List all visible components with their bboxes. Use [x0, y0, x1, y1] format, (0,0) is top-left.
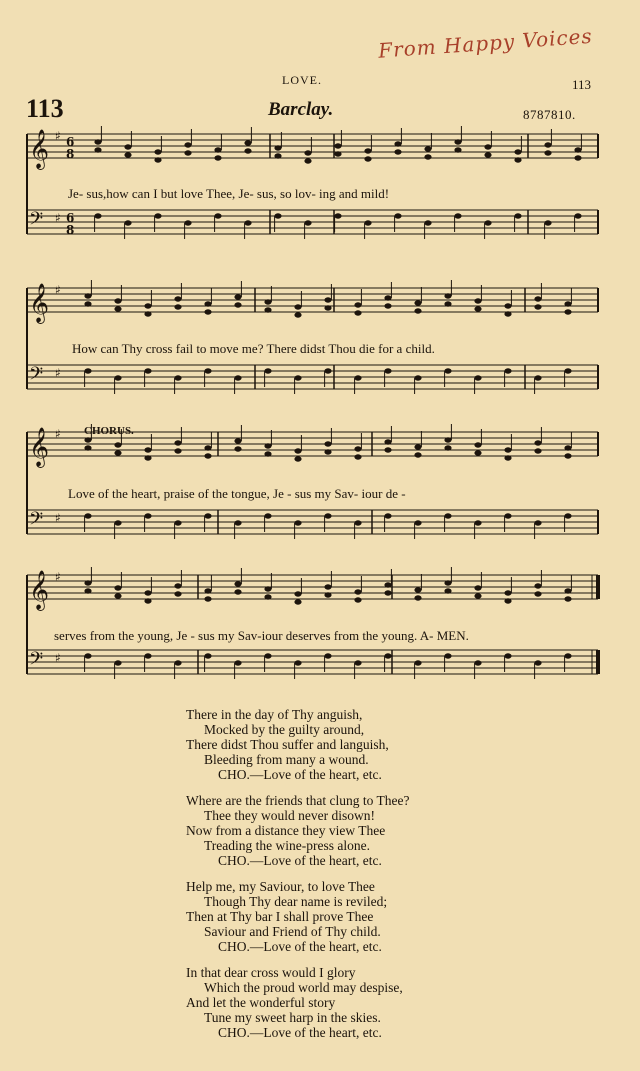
treble-clef-icon: 𝄞	[29, 129, 50, 169]
note-head	[294, 660, 301, 665]
verse-line: Now from a distance they view Thee	[186, 823, 386, 838]
note-head	[234, 294, 241, 299]
note-head	[454, 147, 461, 152]
note-head	[354, 310, 361, 315]
note-head	[574, 147, 581, 152]
note-head	[214, 147, 221, 152]
note-head	[324, 297, 331, 302]
note-head	[504, 598, 511, 603]
note-head	[534, 440, 541, 445]
note-head	[204, 596, 211, 601]
note-head	[124, 144, 131, 149]
note-head	[544, 142, 551, 147]
note-head	[264, 586, 271, 591]
note-head	[84, 445, 91, 450]
note-head	[564, 309, 571, 314]
note-head	[534, 520, 541, 525]
note-head	[334, 151, 341, 156]
note-head	[534, 375, 541, 380]
note-head	[114, 520, 121, 525]
note-head	[304, 220, 311, 225]
bass-clef-icon: 𝄢	[29, 364, 44, 389]
chorus-label: CHORUS.	[84, 425, 134, 437]
note-head	[144, 455, 151, 460]
note-head	[214, 155, 221, 160]
note-head	[514, 157, 521, 162]
note-head	[444, 588, 451, 593]
note-head	[144, 590, 151, 595]
note-head	[424, 154, 431, 159]
note-head	[174, 375, 181, 380]
meter: 8787810.	[523, 107, 576, 122]
note-head	[444, 293, 451, 298]
bass-clef-icon: 𝄢	[29, 649, 44, 674]
note-head	[444, 653, 451, 658]
page-number: 113	[572, 77, 592, 92]
note-head	[274, 213, 281, 218]
note-head	[424, 146, 431, 151]
note-head	[504, 311, 511, 316]
stanza	[186, 793, 516, 868]
note-head	[204, 445, 211, 450]
note-head	[474, 520, 481, 525]
note-head	[94, 139, 101, 144]
note-head	[264, 513, 271, 518]
note-head	[534, 591, 541, 596]
note-head	[294, 520, 301, 525]
note-head	[264, 653, 271, 658]
note-head	[294, 375, 301, 380]
note-head	[514, 213, 521, 218]
note-head	[324, 592, 331, 597]
note-head	[474, 442, 481, 447]
note-head	[444, 368, 451, 373]
note-head	[364, 156, 371, 161]
note-head	[414, 587, 421, 592]
note-head	[114, 442, 121, 447]
note-head	[324, 449, 331, 454]
note-head	[534, 448, 541, 453]
note-head	[264, 594, 271, 599]
bass-clef-icon: 𝄢	[29, 209, 44, 234]
note-head	[504, 590, 511, 595]
note-head	[84, 653, 91, 658]
note-head	[564, 445, 571, 450]
note-head	[294, 312, 301, 317]
note-head	[144, 513, 151, 518]
lyric-line-3: Love of the heart, praise of the tongue, Je - sus my Sav- iour de -	[68, 486, 406, 501]
note-head	[184, 150, 191, 155]
note-head	[124, 220, 131, 225]
note-head	[414, 300, 421, 305]
note-head	[384, 590, 391, 595]
note-head	[564, 301, 571, 306]
note-head	[474, 593, 481, 598]
stanza	[186, 965, 516, 1040]
note-head	[204, 368, 211, 373]
stanza	[186, 707, 516, 782]
note-head	[144, 447, 151, 452]
note-head	[84, 437, 91, 442]
note-head	[264, 299, 271, 304]
note-head	[184, 142, 191, 147]
treble-clef-icon: 𝄞	[29, 283, 50, 323]
chorus-reference: CHO.—Love of the heart, etc.	[218, 939, 382, 954]
note-head	[544, 150, 551, 155]
verse-line: Where are the friends that clung to Thee?	[186, 793, 410, 808]
handwritten-annotation: From Happy Voices	[377, 23, 594, 63]
note-head	[474, 585, 481, 590]
note-head	[394, 213, 401, 218]
verse-line: And let the wonderful story	[186, 995, 336, 1010]
note-head	[144, 598, 151, 603]
verses	[186, 707, 516, 1051]
note-head	[534, 660, 541, 665]
note-head	[174, 440, 181, 445]
note-head	[504, 653, 511, 658]
note-head	[334, 213, 341, 218]
note-head	[304, 150, 311, 155]
note-head	[444, 445, 451, 450]
note-head	[444, 437, 451, 442]
note-head	[384, 295, 391, 300]
note-head	[384, 447, 391, 452]
note-head	[324, 513, 331, 518]
note-head	[474, 306, 481, 311]
note-head	[414, 452, 421, 457]
note-head	[354, 597, 361, 602]
note-head	[384, 582, 391, 587]
note-head	[204, 588, 211, 593]
note-head	[144, 368, 151, 373]
note-head	[114, 306, 121, 311]
note-head	[174, 304, 181, 309]
key-sharp-icon: ♯	[55, 366, 61, 380]
note-head	[474, 298, 481, 303]
note-head	[444, 301, 451, 306]
note-head	[354, 589, 361, 594]
note-head	[484, 152, 491, 157]
note-head	[414, 308, 421, 313]
note-head	[384, 303, 391, 308]
note-head	[264, 443, 271, 448]
stanza	[186, 879, 516, 954]
note-head	[154, 157, 161, 162]
note-head	[444, 580, 451, 585]
verse-line: There in the day of Thy anguish,	[186, 707, 363, 722]
note-head	[504, 455, 511, 460]
note-head	[514, 149, 521, 154]
verse-line: Thee they would never disown!	[204, 808, 375, 823]
note-head	[234, 446, 241, 451]
tune-name: Barclay.	[268, 99, 334, 120]
note-head	[324, 368, 331, 373]
note-head	[294, 591, 301, 596]
note-head	[394, 149, 401, 154]
note-head	[204, 309, 211, 314]
note-head	[274, 153, 281, 158]
note-head	[114, 298, 121, 303]
note-head	[574, 213, 581, 218]
note-head	[144, 653, 151, 658]
key-sharp-icon: ♯	[55, 283, 61, 297]
note-head	[174, 591, 181, 596]
note-head	[234, 375, 241, 380]
verse-line: Though Thy dear name is reviled;	[204, 894, 388, 909]
note-head	[504, 368, 511, 373]
note-head	[414, 520, 421, 525]
chorus-reference: CHO.—Love of the heart, etc.	[218, 853, 382, 868]
note-head	[204, 301, 211, 306]
note-head	[244, 140, 251, 145]
key-sharp-icon: ♯	[55, 129, 61, 143]
note-head	[414, 375, 421, 380]
note-head	[534, 304, 541, 309]
note-head	[294, 448, 301, 453]
note-head	[84, 580, 91, 585]
note-head	[234, 520, 241, 525]
note-head	[154, 213, 161, 218]
treble-clef-icon: 𝄞	[29, 427, 50, 467]
note-head	[414, 595, 421, 600]
note-head	[174, 660, 181, 665]
note-head	[234, 660, 241, 665]
note-head	[564, 588, 571, 593]
note-head	[124, 152, 131, 157]
note-head	[354, 520, 361, 525]
verse-line: There didst Thou suffer and languish,	[186, 737, 389, 752]
note-head	[354, 375, 361, 380]
note-head	[264, 307, 271, 312]
verse-line: In that dear cross would I glory	[186, 965, 356, 980]
note-head	[364, 148, 371, 153]
note-head	[214, 213, 221, 218]
note-head	[384, 439, 391, 444]
verse-line: Which the proud world may despise,	[204, 980, 403, 995]
note-head	[354, 446, 361, 451]
note-head	[504, 303, 511, 308]
note-head	[564, 513, 571, 518]
note-head	[534, 583, 541, 588]
note-head	[564, 453, 571, 458]
note-head	[574, 155, 581, 160]
hymn-number: 113	[26, 94, 64, 123]
note-head	[184, 220, 191, 225]
note-head	[384, 368, 391, 373]
note-head	[204, 653, 211, 658]
note-head	[454, 139, 461, 144]
time-signature-numerator: 6	[66, 211, 75, 225]
note-head	[534, 296, 541, 301]
note-head	[94, 147, 101, 152]
verse-line: Bleeding from many a wound.	[204, 752, 369, 767]
note-head	[354, 302, 361, 307]
verse-line: Saviour and Friend of Thy child.	[204, 924, 381, 939]
note-head	[244, 220, 251, 225]
key-sharp-icon: ♯	[55, 511, 61, 525]
note-head	[114, 450, 121, 455]
note-head	[564, 596, 571, 601]
note-head	[234, 581, 241, 586]
note-head	[174, 583, 181, 588]
verse-line: Tune my sweet harp in the skies.	[204, 1010, 381, 1025]
note-head	[264, 368, 271, 373]
note-head	[294, 304, 301, 309]
note-head	[114, 660, 121, 665]
note-head	[484, 144, 491, 149]
note-head	[204, 513, 211, 518]
note-head	[294, 456, 301, 461]
note-head	[564, 653, 571, 658]
verse-line: Help me, my Saviour, to love Thee	[186, 879, 375, 894]
note-head	[144, 303, 151, 308]
note-head	[264, 451, 271, 456]
chorus-reference: CHO.—Love of the heart, etc.	[218, 1025, 382, 1040]
note-head	[544, 220, 551, 225]
note-head	[84, 513, 91, 518]
note-head	[144, 311, 151, 316]
time-signature-denominator: 8	[66, 223, 75, 237]
note-head	[84, 368, 91, 373]
note-head	[354, 660, 361, 665]
verse-line: Treading the wine-press alone.	[204, 838, 370, 853]
verse-line: Mocked by the guilty around,	[204, 722, 365, 737]
note-head	[324, 305, 331, 310]
note-head	[274, 145, 281, 150]
note-head	[334, 143, 341, 148]
time-signature-denominator: 8	[66, 147, 75, 161]
lyric-line-1: Je- sus,how can I but love Thee, Je- sus, so lov- ing and mild!	[68, 186, 390, 201]
note-head	[204, 453, 211, 458]
note-head	[424, 220, 431, 225]
key-sharp-icon: ♯	[55, 651, 61, 665]
treble-clef-icon: 𝄞	[29, 570, 50, 610]
note-head	[174, 448, 181, 453]
lyric-line-2: How can Thy cross fail to move me? There didst Thou die for a child.	[72, 341, 435, 356]
note-head	[174, 520, 181, 525]
note-head	[414, 660, 421, 665]
note-head	[484, 220, 491, 225]
section-label: LOVE.	[282, 73, 322, 87]
key-sharp-icon: ♯	[55, 427, 61, 441]
note-head	[234, 438, 241, 443]
note-head	[474, 450, 481, 455]
lyric-line-4: serves from the young, Je - sus my Sav-iour deserves from the young. A- MEN.	[54, 628, 469, 643]
note-head	[114, 593, 121, 598]
note-head	[174, 296, 181, 301]
note-head	[444, 513, 451, 518]
note-head	[114, 585, 121, 590]
verse-line: Then at Thy bar I shall prove Thee	[186, 909, 374, 924]
note-head	[384, 513, 391, 518]
note-head	[394, 141, 401, 146]
note-head	[364, 220, 371, 225]
note-head	[324, 653, 331, 658]
note-head	[354, 454, 361, 459]
key-sharp-icon: ♯	[55, 570, 61, 584]
note-head	[324, 584, 331, 589]
note-head	[474, 375, 481, 380]
note-head	[234, 589, 241, 594]
note-head	[564, 368, 571, 373]
note-head	[304, 158, 311, 163]
note-head	[384, 653, 391, 658]
note-head	[94, 213, 101, 218]
note-head	[84, 588, 91, 593]
note-head	[504, 513, 511, 518]
note-head	[84, 301, 91, 306]
note-head	[414, 444, 421, 449]
bass-clef-icon: 𝄢	[29, 509, 44, 534]
time-signature-numerator: 6	[66, 135, 75, 149]
note-head	[234, 302, 241, 307]
chorus-reference: CHO.—Love of the heart, etc.	[218, 767, 382, 782]
note-head	[244, 148, 251, 153]
note-head	[154, 149, 161, 154]
key-sharp-icon: ♯	[55, 211, 61, 225]
note-head	[474, 660, 481, 665]
note-head	[84, 293, 91, 298]
note-head	[324, 441, 331, 446]
note-head	[114, 375, 121, 380]
note-head	[454, 213, 461, 218]
note-head	[504, 447, 511, 452]
note-head	[294, 599, 301, 604]
